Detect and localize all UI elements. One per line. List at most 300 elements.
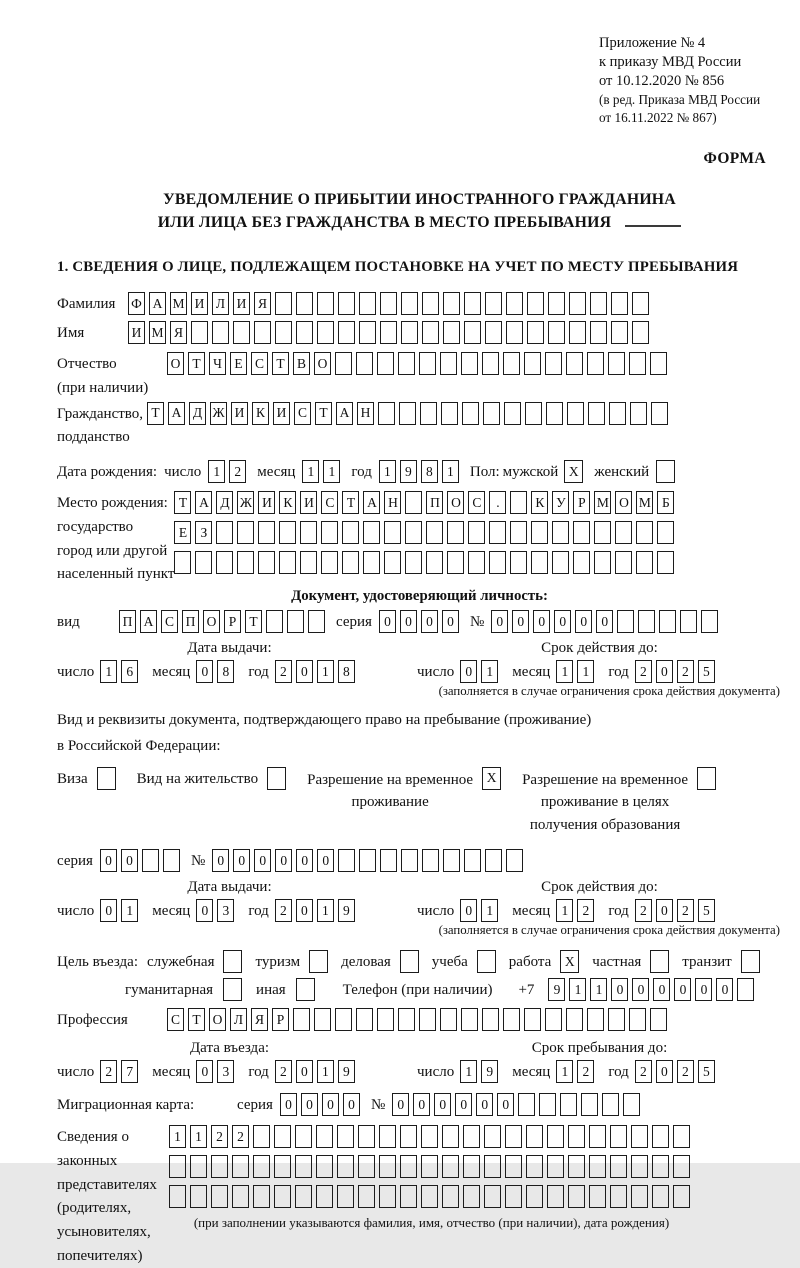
char-box[interactable] (589, 1155, 606, 1178)
char-box[interactable]: 9 (338, 1060, 355, 1083)
char-box[interactable] (489, 521, 506, 544)
char-box[interactable]: 1 (317, 899, 334, 922)
char-box[interactable] (163, 849, 180, 872)
char-box[interactable]: Р (224, 610, 241, 633)
char-box[interactable] (560, 1093, 577, 1116)
char-box[interactable]: О (203, 610, 220, 633)
char-box[interactable] (321, 521, 338, 544)
char-box[interactable]: Р (272, 1008, 289, 1031)
char-box[interactable] (615, 551, 632, 574)
char-box[interactable] (195, 551, 212, 574)
char-box[interactable]: И (231, 402, 248, 425)
char-box[interactable] (608, 1008, 625, 1031)
char-box[interactable] (274, 1125, 291, 1148)
char-box[interactable] (611, 321, 628, 344)
char-box[interactable]: 0 (656, 660, 673, 683)
char-box[interactable] (440, 1008, 457, 1031)
char-box[interactable] (539, 1093, 556, 1116)
char-box[interactable]: А (363, 491, 380, 514)
char-box[interactable] (485, 321, 502, 344)
char-box[interactable]: 5 (698, 1060, 715, 1083)
char-box[interactable] (316, 1155, 333, 1178)
char-box[interactable] (442, 1155, 459, 1178)
char-box[interactable] (611, 292, 628, 315)
char-box[interactable] (510, 491, 527, 514)
char-box[interactable]: 6 (121, 660, 138, 683)
char-box[interactable]: 1 (577, 660, 594, 683)
char-box[interactable]: Ф (128, 292, 145, 315)
char-box[interactable] (581, 1093, 598, 1116)
char-box[interactable] (211, 1155, 228, 1178)
char-box[interactable] (212, 321, 229, 344)
char-box[interactable]: 1 (317, 1060, 334, 1083)
char-box[interactable] (379, 1155, 396, 1178)
char-box[interactable] (464, 321, 481, 344)
char-box[interactable] (638, 610, 655, 633)
char-box[interactable] (673, 1185, 690, 1208)
char-box[interactable]: 7 (121, 1060, 138, 1083)
char-box[interactable]: X (482, 767, 501, 790)
char-box[interactable] (405, 551, 422, 574)
char-box[interactable] (169, 1185, 186, 1208)
char-box[interactable] (356, 1008, 373, 1031)
char-box[interactable]: 0 (656, 1060, 673, 1083)
char-box[interactable]: Т (174, 491, 191, 514)
char-box[interactable] (629, 1008, 646, 1031)
char-box[interactable]: Т (245, 610, 262, 633)
char-box[interactable]: Я (170, 321, 187, 344)
char-box[interactable] (338, 292, 355, 315)
char-box[interactable] (421, 1125, 438, 1148)
char-box[interactable] (673, 1155, 690, 1178)
char-box[interactable]: 1 (481, 899, 498, 922)
char-box[interactable]: 1 (190, 1125, 207, 1148)
char-box[interactable]: 0 (343, 1093, 360, 1116)
char-box[interactable] (237, 521, 254, 544)
char-box[interactable] (419, 1008, 436, 1031)
char-box[interactable] (590, 292, 607, 315)
char-box[interactable]: 9 (338, 899, 355, 922)
char-box[interactable]: 0 (442, 610, 459, 633)
char-box[interactable] (233, 321, 250, 344)
char-box[interactable]: С (321, 491, 338, 514)
char-box[interactable] (274, 1155, 291, 1178)
char-box[interactable]: 1 (442, 460, 459, 483)
char-box[interactable]: Т (188, 352, 205, 375)
char-box[interactable] (335, 1008, 352, 1031)
char-box[interactable]: 0 (296, 899, 313, 922)
char-box[interactable] (632, 321, 649, 344)
char-box[interactable] (657, 521, 674, 544)
char-box[interactable]: 0 (674, 978, 691, 1001)
char-box[interactable]: 0 (656, 899, 673, 922)
char-box[interactable] (636, 521, 653, 544)
char-box[interactable]: 2 (677, 660, 694, 683)
char-box[interactable] (342, 551, 359, 574)
char-box[interactable] (253, 1185, 270, 1208)
char-box[interactable] (422, 849, 439, 872)
char-box[interactable] (636, 551, 653, 574)
char-box[interactable]: С (294, 402, 311, 425)
char-box[interactable] (587, 1008, 604, 1031)
char-box[interactable] (631, 1185, 648, 1208)
char-box[interactable]: 2 (677, 899, 694, 922)
char-box[interactable] (650, 1008, 667, 1031)
char-box[interactable]: 2 (677, 1060, 694, 1083)
char-box[interactable]: О (615, 491, 632, 514)
char-box[interactable] (615, 521, 632, 544)
char-box[interactable]: 2 (635, 660, 652, 683)
char-box[interactable] (489, 551, 506, 574)
char-box[interactable]: 1 (460, 1060, 477, 1083)
char-box[interactable] (421, 1155, 438, 1178)
char-box[interactable] (464, 849, 481, 872)
char-box[interactable] (317, 292, 334, 315)
char-box[interactable]: 1 (556, 1060, 573, 1083)
char-box[interactable]: М (170, 292, 187, 315)
char-box[interactable]: С (167, 1008, 184, 1031)
char-box[interactable]: 9 (481, 1060, 498, 1083)
char-box[interactable] (293, 1008, 310, 1031)
char-box[interactable] (609, 402, 626, 425)
char-box[interactable] (211, 1185, 228, 1208)
char-box[interactable] (316, 1185, 333, 1208)
char-box[interactable]: 8 (421, 460, 438, 483)
char-box[interactable] (308, 610, 325, 633)
char-box[interactable] (295, 1155, 312, 1178)
char-box[interactable] (97, 767, 116, 790)
char-box[interactable]: 0 (196, 660, 213, 683)
char-box[interactable] (359, 849, 376, 872)
char-box[interactable] (623, 1093, 640, 1116)
char-box[interactable] (463, 1155, 480, 1178)
char-box[interactable] (506, 292, 523, 315)
char-box[interactable]: Д (189, 402, 206, 425)
char-box[interactable]: 0 (296, 849, 313, 872)
char-box[interactable] (400, 1125, 417, 1148)
char-box[interactable]: С (468, 491, 485, 514)
char-box[interactable] (399, 402, 416, 425)
char-box[interactable]: П (426, 491, 443, 514)
char-box[interactable] (505, 1185, 522, 1208)
char-box[interactable]: 8 (338, 660, 355, 683)
char-box[interactable] (566, 1008, 583, 1031)
char-box[interactable] (216, 521, 233, 544)
char-box[interactable] (506, 321, 523, 344)
char-box[interactable] (527, 321, 544, 344)
char-box[interactable]: 0 (596, 610, 613, 633)
char-box[interactable] (526, 1155, 543, 1178)
char-box[interactable]: Д (216, 491, 233, 514)
char-box[interactable] (547, 1125, 564, 1148)
char-box[interactable]: С (251, 352, 268, 375)
char-box[interactable] (737, 978, 754, 1001)
char-box[interactable]: 0 (533, 610, 550, 633)
char-box[interactable] (358, 1155, 375, 1178)
char-box[interactable] (377, 1008, 394, 1031)
char-box[interactable] (547, 1185, 564, 1208)
char-box[interactable] (287, 610, 304, 633)
char-box[interactable]: Я (254, 292, 271, 315)
char-box[interactable] (190, 1185, 207, 1208)
char-box[interactable]: А (195, 491, 212, 514)
char-box[interactable] (548, 292, 565, 315)
char-box[interactable] (337, 1185, 354, 1208)
char-box[interactable]: Л (230, 1008, 247, 1031)
char-box[interactable] (531, 551, 548, 574)
char-box[interactable] (398, 1008, 415, 1031)
char-box[interactable] (380, 321, 397, 344)
char-box[interactable] (590, 321, 607, 344)
char-box[interactable] (232, 1185, 249, 1208)
char-box[interactable] (652, 1155, 669, 1178)
char-box[interactable]: М (594, 491, 611, 514)
char-box[interactable] (503, 1008, 520, 1031)
char-box[interactable] (652, 1185, 669, 1208)
char-box[interactable] (526, 1125, 543, 1148)
char-box[interactable]: 0 (421, 610, 438, 633)
char-box[interactable]: 0 (301, 1093, 318, 1116)
char-box[interactable] (266, 610, 283, 633)
char-box[interactable] (384, 521, 401, 544)
char-box[interactable]: К (252, 402, 269, 425)
char-box[interactable]: 0 (434, 1093, 451, 1116)
char-box[interactable] (443, 849, 460, 872)
char-box[interactable] (461, 1008, 478, 1031)
char-box[interactable] (279, 521, 296, 544)
char-box[interactable] (253, 1125, 270, 1148)
char-box[interactable] (379, 1185, 396, 1208)
char-box[interactable] (632, 292, 649, 315)
char-box[interactable] (359, 321, 376, 344)
char-box[interactable] (468, 521, 485, 544)
char-box[interactable] (617, 610, 634, 633)
char-box[interactable]: И (191, 292, 208, 315)
char-box[interactable]: 2 (635, 899, 652, 922)
char-box[interactable] (587, 352, 604, 375)
char-box[interactable] (380, 292, 397, 315)
char-box[interactable]: 0 (379, 610, 396, 633)
char-box[interactable]: И (128, 321, 145, 344)
char-box[interactable] (531, 521, 548, 544)
char-box[interactable]: 0 (296, 1060, 313, 1083)
char-box[interactable]: 0 (212, 849, 229, 872)
char-box[interactable] (253, 1155, 270, 1178)
char-box[interactable]: . (489, 491, 506, 514)
char-box[interactable] (631, 1125, 648, 1148)
char-box[interactable]: 1 (169, 1125, 186, 1148)
char-box[interactable]: 2 (100, 1060, 117, 1083)
char-box[interactable]: Ж (237, 491, 254, 514)
char-box[interactable] (422, 321, 439, 344)
char-box[interactable]: 0 (413, 1093, 430, 1116)
char-box[interactable]: 0 (100, 899, 117, 922)
char-box[interactable]: 0 (317, 849, 334, 872)
char-box[interactable]: 1 (121, 899, 138, 922)
char-box[interactable]: 0 (512, 610, 529, 633)
char-box[interactable] (377, 352, 394, 375)
char-box[interactable] (295, 1185, 312, 1208)
char-box[interactable]: 0 (497, 1093, 514, 1116)
char-box[interactable]: 5 (698, 660, 715, 683)
char-box[interactable] (566, 352, 583, 375)
char-box[interactable] (697, 767, 716, 790)
char-box[interactable]: А (336, 402, 353, 425)
char-box[interactable] (589, 1125, 606, 1148)
char-box[interactable]: О (209, 1008, 226, 1031)
char-box[interactable] (485, 849, 502, 872)
char-box[interactable]: 0 (196, 899, 213, 922)
char-box[interactable] (506, 849, 523, 872)
char-box[interactable] (589, 1185, 606, 1208)
char-box[interactable] (275, 321, 292, 344)
char-box[interactable]: Т (342, 491, 359, 514)
char-box[interactable] (363, 551, 380, 574)
char-box[interactable]: О (447, 491, 464, 514)
char-box[interactable] (524, 352, 541, 375)
char-box[interactable] (462, 402, 479, 425)
char-box[interactable]: 0 (233, 849, 250, 872)
char-box[interactable]: Т (272, 352, 289, 375)
char-box[interactable] (274, 1185, 291, 1208)
char-box[interactable] (398, 352, 415, 375)
char-box[interactable]: 1 (590, 978, 607, 1001)
char-box[interactable] (400, 950, 419, 973)
char-box[interactable]: 2 (635, 1060, 652, 1083)
char-box[interactable] (359, 292, 376, 315)
char-box[interactable] (384, 551, 401, 574)
char-box[interactable]: 0 (296, 660, 313, 683)
char-box[interactable] (651, 402, 668, 425)
char-box[interactable]: 0 (611, 978, 628, 1001)
char-box[interactable] (482, 352, 499, 375)
char-box[interactable] (484, 1155, 501, 1178)
char-box[interactable] (518, 1093, 535, 1116)
char-box[interactable] (485, 292, 502, 315)
char-box[interactable]: 0 (575, 610, 592, 633)
char-box[interactable]: А (149, 292, 166, 315)
char-box[interactable] (463, 1125, 480, 1148)
char-box[interactable]: 2 (275, 899, 292, 922)
char-box[interactable] (656, 460, 675, 483)
char-box[interactable] (552, 551, 569, 574)
char-box[interactable]: Ж (210, 402, 227, 425)
char-box[interactable]: 1 (323, 460, 340, 483)
char-box[interactable]: X (560, 950, 579, 973)
char-box[interactable]: 3 (217, 899, 234, 922)
char-box[interactable] (461, 352, 478, 375)
char-box[interactable]: 1 (379, 460, 396, 483)
char-box[interactable]: И (273, 402, 290, 425)
char-box[interactable]: 0 (460, 899, 477, 922)
char-box[interactable]: К (531, 491, 548, 514)
char-box[interactable]: 0 (632, 978, 649, 1001)
char-box[interactable] (588, 402, 605, 425)
char-box[interactable] (568, 1125, 585, 1148)
char-box[interactable] (314, 1008, 331, 1031)
char-box[interactable]: 2 (577, 899, 594, 922)
char-box[interactable] (573, 521, 590, 544)
char-box[interactable] (356, 352, 373, 375)
char-box[interactable] (505, 1155, 522, 1178)
char-box[interactable] (169, 1155, 186, 1178)
char-box[interactable] (440, 352, 457, 375)
char-box[interactable] (296, 321, 313, 344)
char-box[interactable] (401, 321, 418, 344)
char-box[interactable] (652, 1125, 669, 1148)
char-box[interactable]: Т (188, 1008, 205, 1031)
char-box[interactable]: Н (357, 402, 374, 425)
char-box[interactable] (421, 1185, 438, 1208)
char-box[interactable]: С (161, 610, 178, 633)
char-box[interactable] (442, 1125, 459, 1148)
char-box[interactable] (267, 767, 286, 790)
char-box[interactable]: И (300, 491, 317, 514)
char-box[interactable] (190, 1155, 207, 1178)
char-box[interactable]: 1 (302, 460, 319, 483)
char-box[interactable] (610, 1155, 627, 1178)
char-box[interactable] (503, 352, 520, 375)
char-box[interactable] (300, 551, 317, 574)
char-box[interactable]: 1 (100, 660, 117, 683)
char-box[interactable]: А (168, 402, 185, 425)
char-box[interactable] (254, 321, 271, 344)
char-box[interactable] (569, 292, 586, 315)
char-box[interactable] (741, 950, 760, 973)
char-box[interactable] (484, 1125, 501, 1148)
char-box[interactable] (447, 551, 464, 574)
char-box[interactable] (505, 1125, 522, 1148)
char-box[interactable] (358, 1125, 375, 1148)
char-box[interactable]: 2 (275, 660, 292, 683)
char-box[interactable] (569, 321, 586, 344)
char-box[interactable] (300, 521, 317, 544)
char-box[interactable] (631, 1155, 648, 1178)
char-box[interactable] (419, 352, 436, 375)
char-box[interactable] (610, 1185, 627, 1208)
char-box[interactable] (426, 521, 443, 544)
char-box[interactable]: 2 (211, 1125, 228, 1148)
char-box[interactable] (629, 352, 646, 375)
char-box[interactable] (401, 849, 418, 872)
char-box[interactable]: Ч (209, 352, 226, 375)
char-box[interactable]: О (314, 352, 331, 375)
char-box[interactable] (317, 321, 334, 344)
char-box[interactable] (573, 551, 590, 574)
char-box[interactable]: 0 (460, 660, 477, 683)
char-box[interactable] (650, 950, 669, 973)
char-box[interactable] (548, 321, 565, 344)
char-box[interactable]: 1 (481, 660, 498, 683)
char-box[interactable] (484, 1185, 501, 1208)
char-box[interactable] (568, 1185, 585, 1208)
char-box[interactable] (477, 950, 496, 973)
char-box[interactable] (680, 610, 697, 633)
char-box[interactable]: Т (315, 402, 332, 425)
char-box[interactable] (443, 321, 460, 344)
char-box[interactable]: 0 (280, 1093, 297, 1116)
char-box[interactable] (463, 1185, 480, 1208)
char-box[interactable] (545, 1008, 562, 1031)
char-box[interactable] (510, 551, 527, 574)
char-box[interactable] (258, 521, 275, 544)
char-box[interactable]: Е (230, 352, 247, 375)
char-box[interactable] (405, 521, 422, 544)
char-box[interactable] (441, 402, 458, 425)
char-box[interactable] (405, 491, 422, 514)
char-box[interactable] (464, 292, 481, 315)
char-box[interactable]: П (182, 610, 199, 633)
